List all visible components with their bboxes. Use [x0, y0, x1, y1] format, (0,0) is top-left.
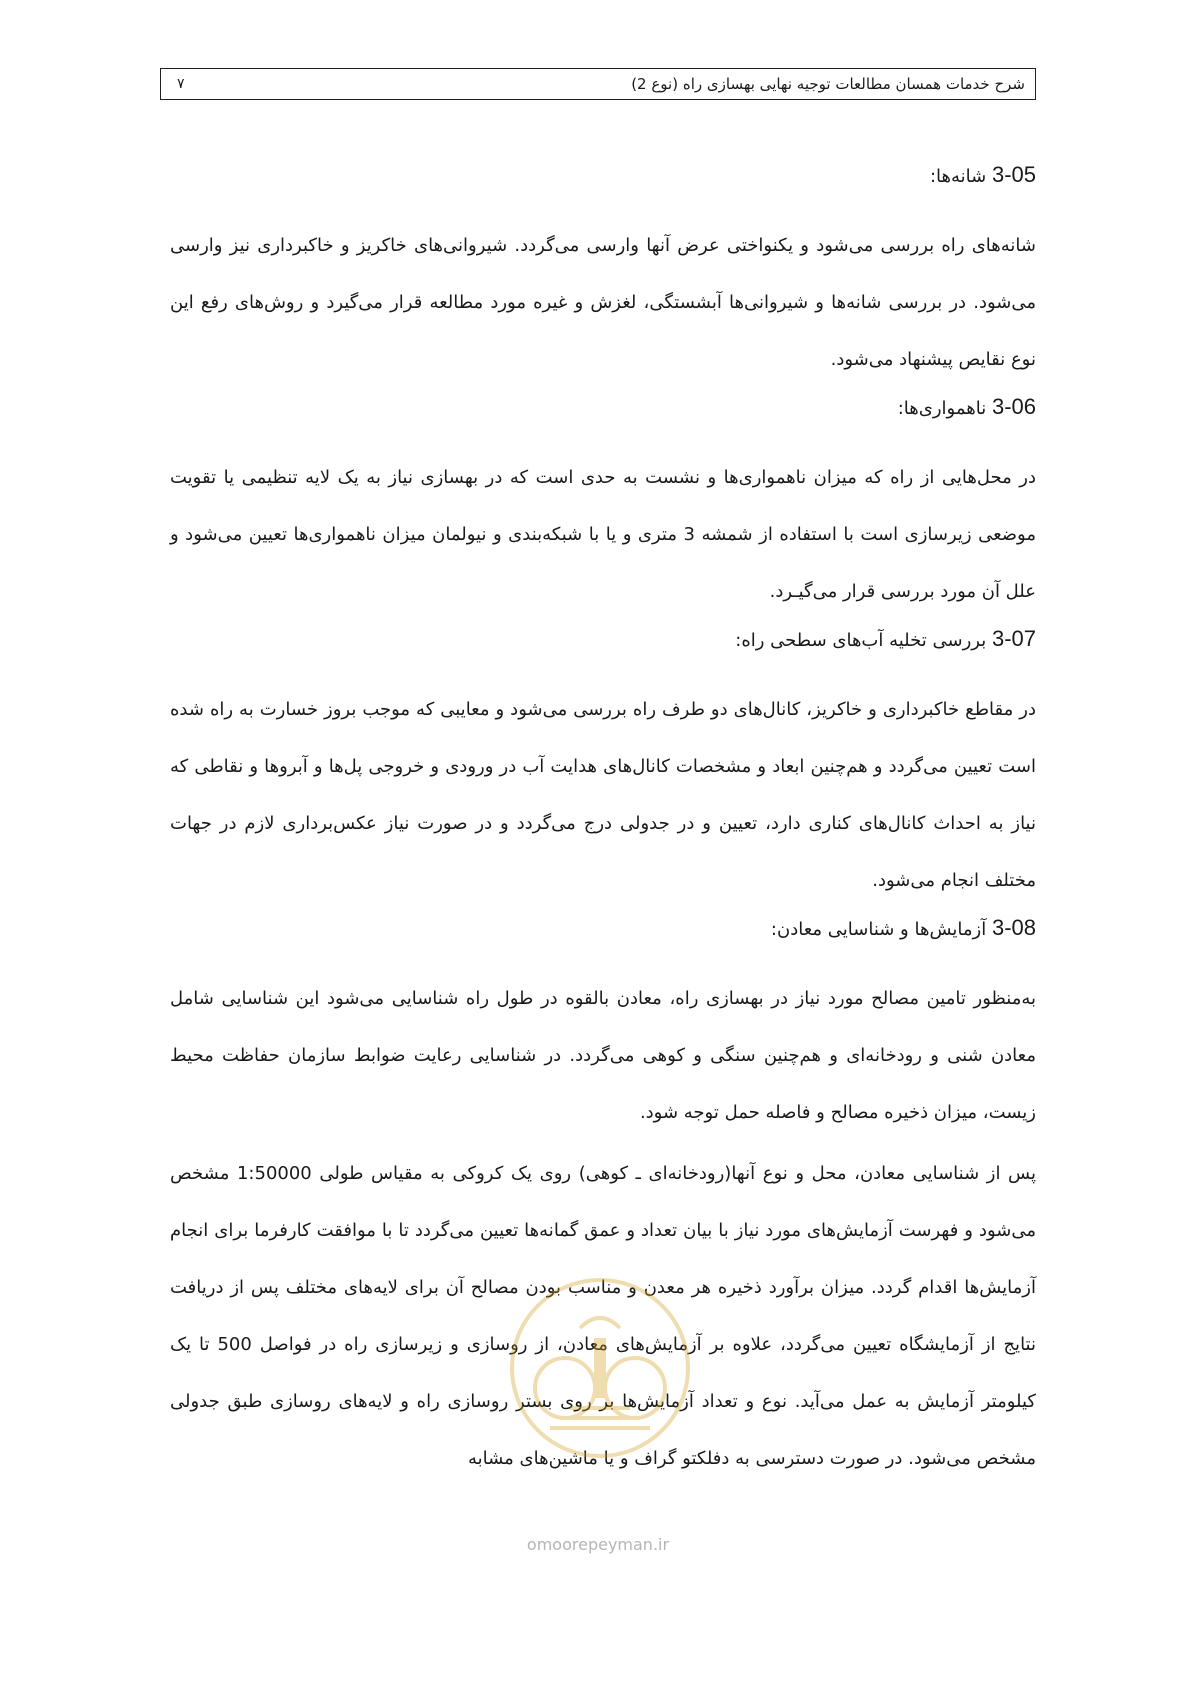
- section-number: 3-08: [991, 915, 1036, 940]
- paragraph-tests: پس از شناسایی معادن، محل و نوع آنها(رودخانه‌ای ـ کوهی) روی یک کروکی به مقیاس طولی 1:50000 مشخص می‌شود و فهرست آزمایش‌های مورد نیاز با بیان تعداد و عمق گمانه‌ها تعیین می‌گردد تا با موافقت کارفرما برای انجام آزمایش‌ها اقدام گردد. میزان برآورد ذخیره هر معدن و مناسب بودن مصالح آن برای لایه‌های مختلف پس از دریافت نتایج از آزمایشگاه تعیین می‌گردد، علاوه بر آزمایش‌های معادن، از روسازی و زیرسازی راه در فواصل 500 تا یک کیلومتر آزمایش به عمل می‌آید. نوع و تعداد آزمایش‌ها بر روی بستر روسازی راه و لایه‌های روسازی طبق جدولی مشخص می‌شود. در صورت دسترسی به دفلکتو گراف و یا ماشین‌های مشابه: [170, 1163, 1037, 1469]
- section-title: آزمایش‌ها و شناسایی معادن:: [770, 919, 987, 940]
- watermark-text: omoorepeyman.ir: [526, 1535, 670, 1554]
- section-number: 3-06: [991, 394, 1036, 419]
- paragraph-shoulders: شانه‌های راه بررسی می‌شود و یکنواختی عرض آنها وارسی می‌گردد. شیروانی‌های خاکریز و خاکبرداری نیز وارسی می‌شود. در بررسی شانه‌ها و شیروانی‌ها آبشستگی، لغزش و غیره مورد مطالعه قرار می‌گیرد و روش‌های رفع این نوع نقایص پیشنهاد می‌شود.: [170, 235, 1036, 370]
- document-body: [170, 160, 1036, 1491]
- section-heading-3-08: [170, 913, 1036, 945]
- section-title: ناهمواری‌ها:: [897, 398, 987, 419]
- paragraph-quarries: به‌منظور تامین مصالح مورد نیاز در بهسازی راه، معادن بالقوه در طول راه شناسایی می‌شود این شناسایی شامل معادن شنی و رودخانه‌ای و هم‌چنین سنگی و کوهی می‌گردد. در شناسایی رعایت ضوابط سازمان حفاظت محیط زیست، میزان ذخیره مصالح و فاصله حمل توجه شود.: [170, 988, 1036, 1123]
- page-number: ۷: [177, 76, 185, 92]
- section-number: 3-05: [991, 162, 1036, 187]
- section-heading-3-07: [170, 624, 1036, 656]
- section-title: بررسی تخلیه آب‌های سطحی راه:: [735, 630, 987, 651]
- section-heading-3-05: [170, 160, 1036, 192]
- header-title: شرح خدمات همسان مطالعات توجیه نهایی بهسازی راه (نوع 2): [631, 75, 1025, 93]
- paragraph-roughness: در محل‌هایی از راه که میزان ناهمواری‌ها و نشست به حدی است که در بهسازی نیاز به یک لایه تنظیمی یا تقویت موضعی زیرسازی است با استفاده از شمشه 3 متری و یا با شبکه‌بندی و نیولمان میزان ناهمواری‌ها تعیین می‌شود و علل آن مورد بررسی قرار می‌گیـرد.: [170, 467, 1037, 602]
- section-number: 3-07: [991, 626, 1036, 651]
- paragraph-drainage: در مقاطع خاکبرداری و خاکریز، کانال‌های دو طرف راه بررسی می‌شود و معایبی که موجب بروز خسارت به راه شده است تعیین می‌گردد و هم‌چنین ابعاد و مشخصات کانال‌های هدایت آب در ورودی و خروجی پل‌ها و آبروها و نقاطی که نیاز به احداث کانال‌های کناری دارد، تعیین و در جدولی درج می‌گردد و در صورت نیاز عکس‌برداری لازم در جهات مختلف انجام می‌شود.: [170, 699, 1036, 891]
- section-title: شانه‌ها:: [929, 166, 987, 187]
- page-header: [160, 68, 1036, 100]
- section-heading-3-06: [170, 392, 1036, 424]
